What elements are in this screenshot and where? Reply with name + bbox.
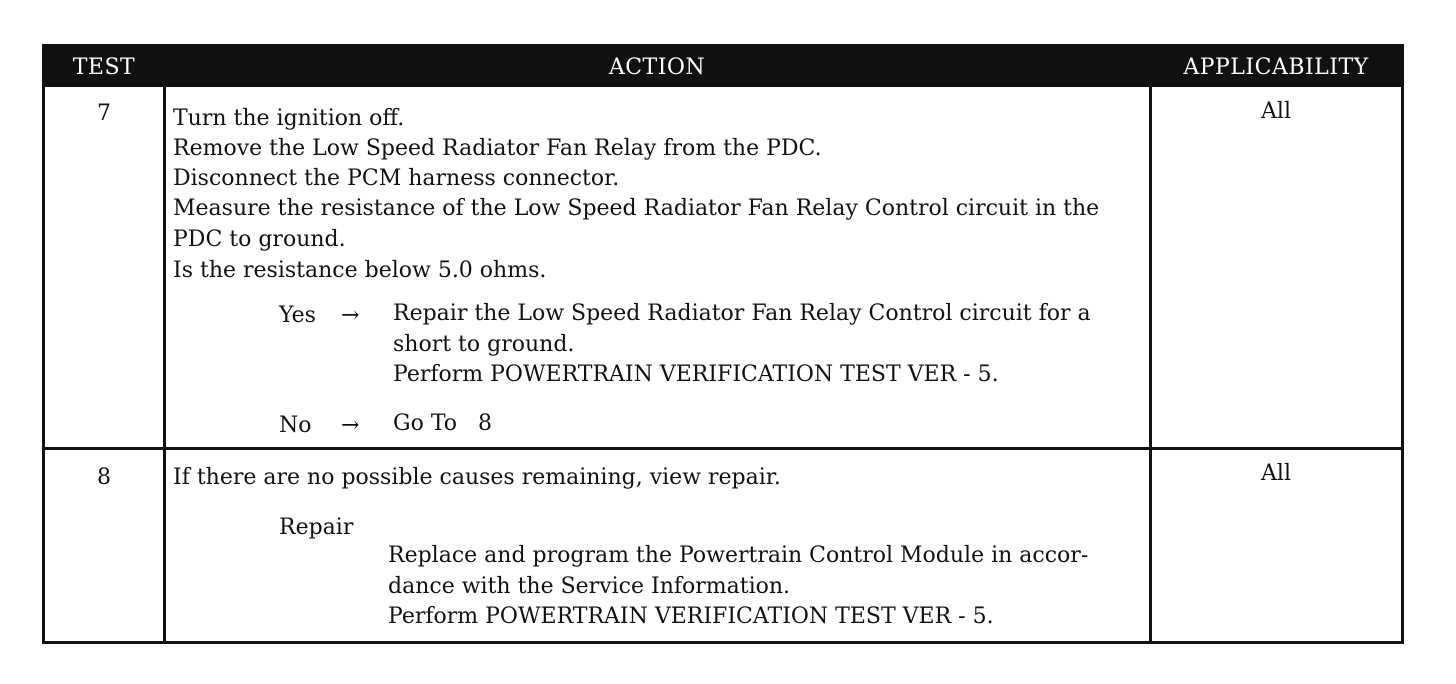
repair-step: dance with the Service Information. xyxy=(388,574,791,599)
applicability-value: All xyxy=(1261,99,1291,124)
action-step: Is the resistance below 5.0 ohms. xyxy=(173,258,547,283)
action-step: PDC to ground. xyxy=(173,227,346,252)
test-number: 8 xyxy=(97,465,111,490)
yes-result: Perform POWERTRAIN VERIFICATION TEST VER - 5. xyxy=(393,362,999,387)
yes-result: short to ground. xyxy=(393,332,575,357)
row-divider xyxy=(45,447,1401,450)
arrow-right-icon: → xyxy=(341,413,360,438)
repair-step: Perform POWERTRAIN VERIFICATION TEST VER - 5. xyxy=(388,604,994,629)
applicability-value: All xyxy=(1261,461,1291,486)
action-step: Remove the Low Speed Radiator Fan Relay from the PDC. xyxy=(173,136,822,161)
no-result: Go To 8 xyxy=(393,411,492,436)
test-number: 7 xyxy=(97,101,111,126)
yes-result: Repair the Low Speed Radiator Fan Relay Control circuit for a xyxy=(393,301,1091,326)
diagnostic-test-table xyxy=(42,44,1404,644)
repair-label: Repair xyxy=(279,515,354,540)
repair-step: Replace and program the Powertrain Control Module in accor- xyxy=(388,543,1089,568)
table-header xyxy=(45,47,1401,87)
header-test: TEST xyxy=(72,55,136,80)
action-step: If there are no possible causes remaining, view repair. xyxy=(173,465,781,490)
header-applicability: APPLICABILITY xyxy=(1183,55,1369,80)
action-step: Measure the resistance of the Low Speed Radiator Fan Relay Control circuit in the xyxy=(173,196,1100,221)
action-step: Turn the ignition off. xyxy=(173,106,405,131)
column-divider xyxy=(1149,87,1152,641)
column-divider xyxy=(163,87,166,641)
yes-label: Yes xyxy=(279,303,316,328)
arrow-right-icon: → xyxy=(341,303,360,328)
no-label: No xyxy=(279,413,312,438)
action-step: Disconnect the PCM harness connector. xyxy=(173,166,620,191)
header-action: ACTION xyxy=(608,55,706,80)
